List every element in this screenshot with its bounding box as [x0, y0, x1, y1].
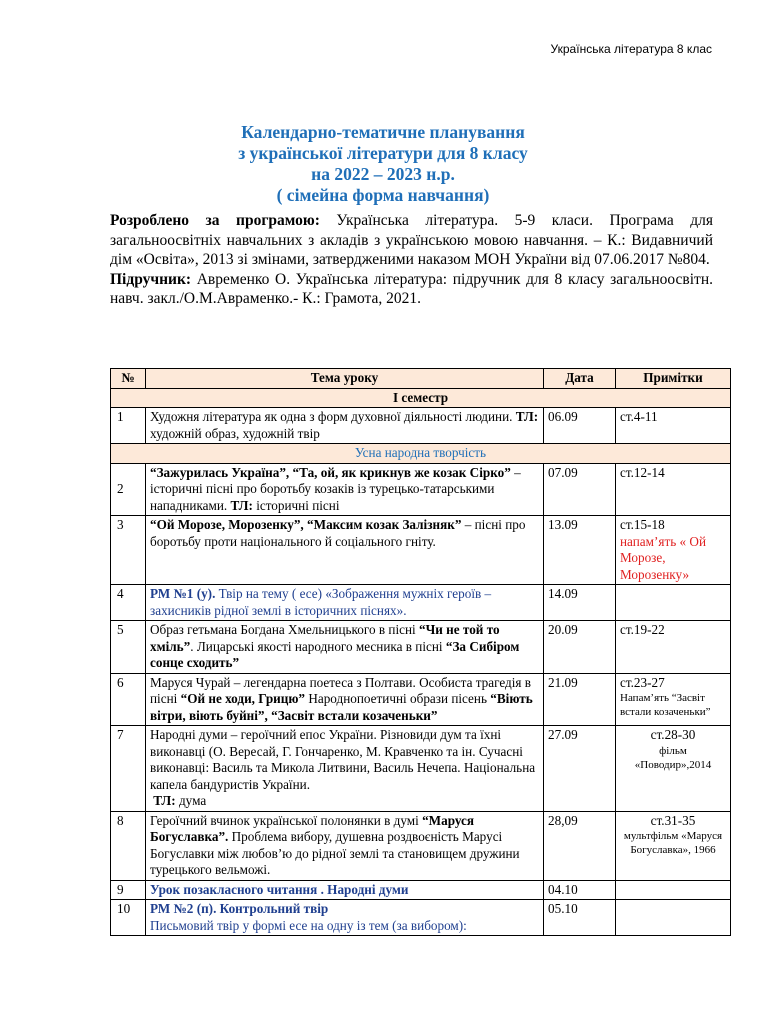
table-row [111, 811, 731, 880]
table-row [111, 585, 731, 621]
row-num: 4 [111, 585, 146, 621]
row-date: 05.10 [544, 900, 616, 936]
film-note: мультфільм «Маруся Богуславка», 1966 [623, 830, 723, 856]
row-notes: ст.28-30 фільм «Поводир»,2014 [616, 726, 731, 812]
row-topic: Художня література як одна з форм духовної діяльності людини. ТЛ: художній образ, художній твір [146, 408, 544, 444]
row-notes: ст.23-27 Напам’ять “Засвіт встали козаченьки” [616, 673, 731, 726]
col-date-header: Дата [544, 369, 616, 389]
row-topic: Маруся Чурай – легендарна поетеса з Полтави. Особиста трагедія в пісні “Ой не ходи, Грицю” Народнопоетичні образи пісень “Віють вітри, віють буйні”, “Засвіт встали козаченьки” [146, 673, 544, 726]
row-date: 06.09 [544, 408, 616, 444]
table-row [111, 880, 731, 900]
row-topic: Урок позакласного читання . Народні думи [146, 880, 544, 900]
row-num: 5 [111, 621, 146, 674]
row-num: 2 [111, 463, 146, 516]
semester-row [111, 388, 731, 408]
row-num: 3 [111, 516, 146, 585]
table-row [111, 673, 731, 726]
row-topic: РМ №2 (п). Контрольний твір Письмовий твір у формі есе на одну із тем (за вибором): [146, 900, 544, 936]
textbook-label: Підручник: [110, 270, 192, 288]
row-notes: ст.19-22 [616, 621, 731, 674]
row-date: 27.09 [544, 726, 616, 812]
row-topic: Героїчний вчинок української полонянки в думі “Маруся Богуславка”. Проблема вибору, душевна роздвоєність Марусі Богуславки між любов’ю до рідної землі та становищем дружини турецького вельможі. [146, 811, 544, 880]
memorize-note: напам’ять « Ой Морозе, Морозенку» [620, 533, 706, 582]
page-title [110, 122, 656, 206]
running-header: Українська література 8 клас [550, 42, 712, 56]
row-num: 8 [111, 811, 146, 880]
row-topic: РМ №1 (у). Твір на тему ( есе) «Зображення мужніх героїв – захисників рідної землі в історичних піснях». [146, 585, 544, 621]
row-num: 6 [111, 673, 146, 726]
table-row [111, 463, 731, 516]
row-date: 04.10 [544, 880, 616, 900]
row-date: 20.09 [544, 621, 616, 674]
semester-label: І семестр [111, 388, 731, 408]
row-notes [616, 900, 731, 936]
row-topic: Народні думи – героїчний епос України. Різновиди дум та їхні виконавці (О. Вересай, Г. Гончаренко, М. Кравченко та ін. Сучасні виконавці: Василь та Микола Литвини, Василь Нечепа. Національна капела бандуристів України. ТЛ: дума [146, 726, 544, 812]
row-num: 9 [111, 880, 146, 900]
film-note: фільм «Поводир»,2014 [634, 744, 712, 771]
row-topic: Образ гетьмана Богдана Хмельницького в пісні “Чи не той то хміль”. Лицарські якості народного месника в пісні “За Сибіром сонце сходить” [146, 621, 544, 674]
row-notes [616, 585, 731, 621]
row-num: 1 [111, 408, 146, 444]
row-notes: ст.12-14 [616, 463, 731, 516]
table-row [111, 726, 731, 812]
memorize-note: Напам’ять “Засвіт встали козаченьки” [620, 692, 711, 718]
textbook-text: Авременко О. Українська література: підручник для 8 класу загальноосвітн. навч. закл./О.М.Авраменко.- К.: Грамота, 2021. [110, 270, 713, 307]
title-line-1: Календарно-тематичне планування [241, 122, 525, 142]
program-text: Українська література. 5-9 класи. Програма для загальноосвітніх навчальних з акладів з українською мовою навчання. – К.: Видавничий дім «Освіта», 2013 зі змінами, затвердженими наказом МОН України від 07.06.2017 №804. [110, 212, 713, 268]
table-row [111, 900, 731, 936]
intro-block [110, 211, 713, 309]
row-notes: ст.15-18 напам’ять « Ой Морозе, Морозенку» [616, 516, 731, 585]
row-date: 21.09 [544, 673, 616, 726]
schedule-table [110, 368, 731, 936]
row-notes: ст.31-35 мультфільм «Маруся Богуславка», 1966 [616, 811, 731, 880]
table-header-row [111, 369, 731, 389]
row-date: 07.09 [544, 463, 616, 516]
title-line-4: ( сімейна форма навчання) [276, 185, 490, 205]
col-topic-header: Тема уроку [146, 369, 544, 389]
row-num: 10 [111, 900, 146, 936]
table-row [111, 516, 731, 585]
table-row [111, 621, 731, 674]
section-label: Усна народна творчість [111, 444, 731, 464]
row-num: 7 [111, 726, 146, 812]
row-topic: “Ой Морозе, Морозенку”, “Максим козак Залізняк” – пісні про боротьбу проти національного й соціального гніту. [146, 516, 544, 585]
col-notes-header: Примітки [616, 369, 731, 389]
section-row [111, 444, 731, 464]
program-label: Розроблено за програмою: [110, 212, 320, 229]
table-row [111, 408, 731, 444]
row-date: 14.09 [544, 585, 616, 621]
row-date: 13.09 [544, 516, 616, 585]
row-notes: ст.4-11 [616, 408, 731, 444]
title-line-2: з української літератури для 8 класу [238, 143, 528, 163]
row-topic: “Зажурилась Україна”, “Та, ой, як крикнув же козак Сірко” – історичні пісні про боротьбу козаків із турецько-татарськими нападниками. ТЛ: історичні пісні [146, 463, 544, 516]
row-notes [616, 880, 731, 900]
row-date: 28,09 [544, 811, 616, 880]
title-line-3: на 2022 – 2023 н.р. [311, 164, 455, 184]
col-num-header: № [111, 369, 146, 389]
textbook-paragraph [110, 270, 713, 309]
program-paragraph [110, 211, 713, 270]
